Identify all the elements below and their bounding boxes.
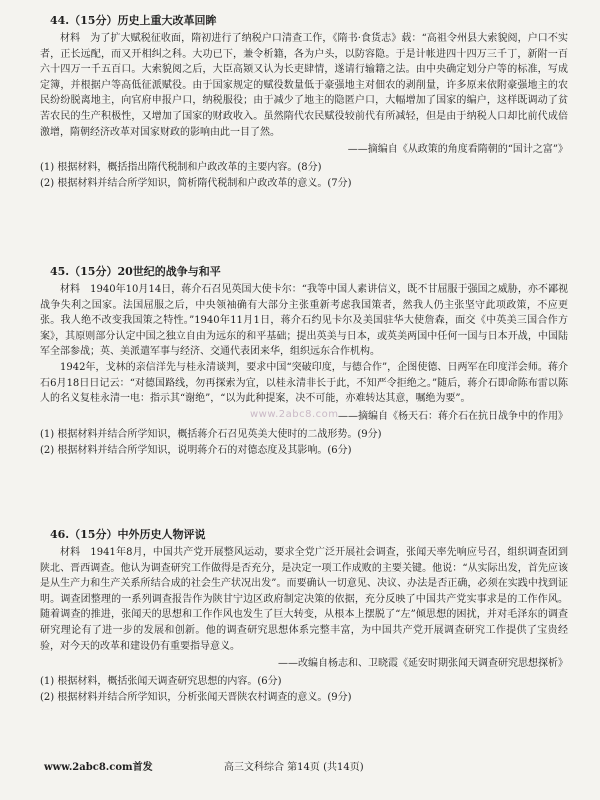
footer-page-number: 高三文科综合 第14页 (共14页)	[224, 762, 364, 773]
question-44-material: 材料 为了扩大赋税征收面，隋初进行了纳税户口清查工作，《隋书·食货志》载：“高祖令州县大索貌阅，户口不实者，正长远配，而又开相纠之科。大功已下，兼令析籍，各为户头，以防容隐。于是计帐进四十四万三千丁，新附一百六十四万一千五百口。大索貌阅之后，大臣高颎又认为长吏肆情，遂请行输籍之法。由中央确定划分户等的标准，写成定簿，并根据户等高低征派赋役。由于国家规定的赋役数量低于豪强地主对佃农的剥削量，许多原来依附豪强地主的农民纷纷脱离地主，向官府申报户口，纳税服役；由于减少了地主的隐匿户口，大幅增加了国家的编户，这样既调动了贫苦农民的生产积极性，又增加了国家的财政收入。虽然隋代农民赋役较前代有所减轻，但是由于纳税人口却比前代成倍激增，隋朝经济改革对国家财政的影响由此一目了然。	[40, 33, 568, 138]
question-45-material-1: 材料 1940年10月14日，蒋介石召见英国大使卡尔：“我等中国人素讲信义，既不甘屈服于强国之威胁，亦不鄙视战争失利之国家。法国屈服之后，中央领袖确有大部分主张重新考虑我国策者，然我人仍主张坚守此项政策，不应更张。我人绝不改变我国策之特性。”1940年11月1日，蒋介石约见卡尔及美国驻华大使詹森，面交《中英美三国合作方案》，其原则部分认定中国之独立自由为远东的和平基础；提出英美与日本，或英美两国中任何一国与日本开战，中国陆军全部参战；英、美派遣军事与经济、交通代表团来华，组织远东合作机构。	[40, 284, 568, 358]
question-45-title: 45.（15分）20世纪的战争与和平	[50, 265, 221, 278]
question-44-sub1: (1) 根据材料，概括指出隋代税制和户政改革的主要内容。(8分)	[40, 162, 322, 174]
question-45	[40, 263, 568, 459]
question-46-sub2: (2) 根据材料并结合所学知识，分析张闻天晋陕农村调查的意义。(9分)	[40, 692, 352, 704]
question-45-sub1: (1) 根据材料并结合所学知识，概括蒋介石召见英美大使时的二战形势。(9分)	[40, 428, 382, 440]
question-44-title: 44.（15分）历史上重大改革回眸	[50, 14, 217, 27]
question-45-sub2: (2) 根据材料并结合所学知识，说明蒋介石的对德态度及其影响。(6分)	[40, 444, 352, 456]
question-45-material-2: 1942年，戈林的亲信洋先与桂永清谈判，要求中国“突破印度，与德合作”，企图使德、日两军在印度洋会师。蒋介石6月18日日记云：“对德国路线，勿再探索为宜，以桂永清非长于此，不知严令拒绝之。”随后，蒋介石即命陈布雷以陈人的名义复桂永清一电：指示其“谢绝”，“以为此种提案，决不可能，亦难转达其意，嘱绝为要”。	[40, 361, 568, 405]
question-44-sub2: (2) 根据材料并结合所学知识，简析隋代税制和户政改革的意义。(7分)	[40, 178, 352, 190]
question-46-title: 46.（15分）中外历史人物评说	[50, 528, 206, 541]
footer-site: www.2abc8.com首发	[44, 762, 153, 773]
question-44	[40, 12, 568, 192]
question-46-material: 材料 1941年8月，中国共产党开展整风运动，要求全党广泛开展社会调查，张闻天率先响应号召，组织调查团到陕北、晋西调查。他认为调查研究工作做得是否充分，是决定一项工作成败的主要关键。他说：“从实际出发，首先应该是从生产力和生产关系所结合成的社会生产状况出发”。而要确认一切意见、决议、办法是否正确，必须在实践中找到证明。调查团整理的一系列调查报告作为陕甘宁边区政府制定决策的依据，充分反映了中国共产党实事求是的工作作风。随着调查的推进，张闻天的思想和工作作风也发生了巨大转变，从根本上摆脱了“左”倾思想的困扰，并对毛泽东的调查研究理论有了进一步的发展和创新。他的调查研究思想体系完整丰富，为中国共产党开展调查研究工作提供了宝贵经验，对今天的改革和建设仍有重要指导意义。	[40, 547, 568, 652]
question-46-sub1: (1) 根据材料，概括张闻天调查研究思想的内容。(6分)	[40, 676, 282, 688]
question-44-source: ——摘编自《从政策的角度看隋朝的“国计之富”》	[347, 144, 568, 156]
question-46	[40, 526, 568, 706]
question-45-source: ——摘编自《杨天石：蒋介石在抗日战争中的作用》	[338, 410, 568, 422]
question-46-source: ——改编自杨志和、卫晓霞《延安时期张闻天调查研究思想探析》	[278, 658, 568, 670]
watermark: www.2abc8.com	[250, 409, 339, 420]
